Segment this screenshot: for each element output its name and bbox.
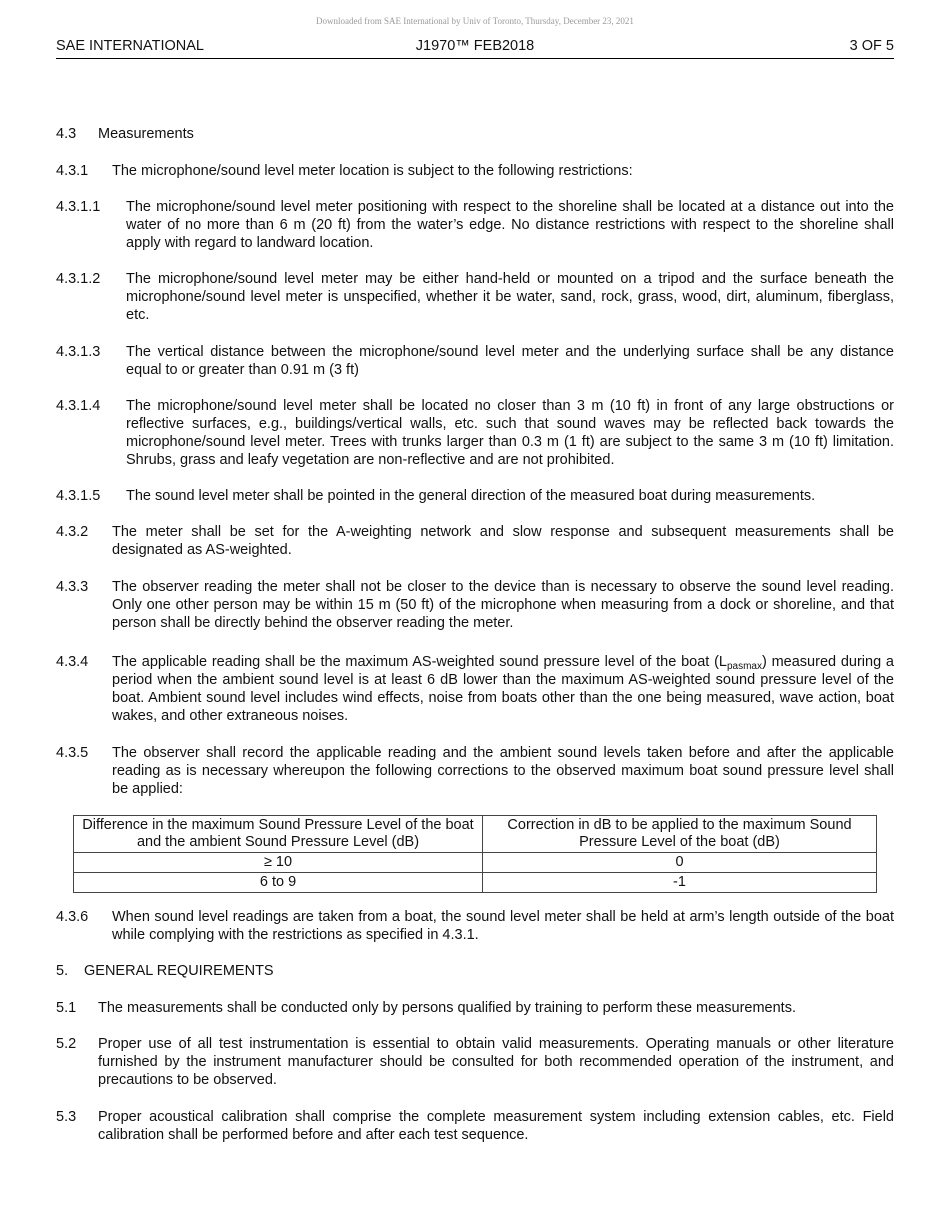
table-header-cell: Difference in the maximum Sound Pressure Level of the boat and the ambient Sound Pressure Level (dB) (74, 816, 483, 853)
paragraph-text: The microphone/sound level meter may be either hand-held or mounted on a tripod and the surface beneath the microphone/sound level meter is unspecified, whether it be water, sand, rock, grass, wood, dirt, aluminum, fiberglass, etc. (126, 271, 894, 323)
table-header-cell: Correction in dB to be applied to the maximum Sound Pressure Level of the boat (dB) (483, 816, 877, 853)
paragraph-number: 4.3.1.5 (56, 488, 101, 504)
paragraph-4-3-1-3 (56, 343, 894, 379)
paragraph-number: 4.3.1.2 (56, 271, 101, 287)
section-number: 4.3 (56, 126, 77, 142)
paragraph-number: 4.3.1.1 (56, 199, 101, 215)
paragraph-4-3-1-1 (56, 198, 894, 252)
correction-table (73, 815, 877, 893)
paragraph-text: The observer shall record the applicable reading and the ambient sound levels taken before and after the applicable reading as is necessary whereupon the following corrections to the observed maximum boat sound pressure level shall be applied: (112, 745, 894, 797)
paragraph-text: Proper acoustical calibration shall comprise the complete measurement system including extension cables, etc. Field calibration shall be performed before and after each test sequence. (98, 1109, 894, 1143)
paragraph-text: The sound level meter shall be pointed in the general direction of the measured boat during measurements. (126, 488, 816, 504)
paragraph-text: Proper use of all test instrumentation is essential to obtain valid measurements. Operating manuals or other literature furnished by the instrument manufacturer should be consulted for both recommended operation of the instrument, and precautions to be observed. (98, 1036, 894, 1088)
paragraph-number: 4.3.3 (56, 579, 89, 595)
section-5 (56, 962, 894, 980)
page-header (56, 38, 894, 59)
paragraph-5-1 (56, 999, 894, 1017)
table-row (74, 873, 877, 893)
paragraph-number: 5.3 (56, 1109, 77, 1125)
paragraph-number: 4.3.5 (56, 745, 89, 761)
paragraph-4-3-1 (56, 162, 894, 180)
subscript: pasmax (726, 661, 762, 672)
paragraph-text: The microphone/sound level meter location is subject to the following restrictions: (112, 163, 633, 179)
section-title: Measurements (98, 126, 194, 142)
paragraph-number: 5.2 (56, 1036, 77, 1052)
table-cell: 6 to 9 (74, 873, 483, 893)
table-cell: -1 (483, 873, 877, 893)
table-cell: ≥ 10 (74, 853, 483, 873)
paragraph-text: The meter shall be set for the A-weighting network and slow response and subsequent measurements shall be designated as AS-weighted. (112, 524, 894, 558)
text-part: ) measured during a period when the ambient sound level is at least 6 dB lower than the maximum AS-weighted sound pressure level of the boat. Ambient sound level includes wind effects, noise from boats other than the one being measured, wave action, boat wakes, and other extraneous noises. (112, 654, 894, 724)
paragraph-text (112, 653, 894, 725)
table-cell: 0 (483, 853, 877, 873)
paragraph-number: 5.1 (56, 1000, 77, 1016)
paragraph-number: 4.3.4 (56, 654, 89, 670)
paragraph-4-3-2 (56, 523, 894, 559)
paragraph-4-3-6 (56, 908, 894, 944)
table-row (74, 853, 877, 873)
paragraph-number: 4.3.1.4 (56, 398, 101, 414)
section-title: GENERAL REQUIREMENTS (84, 963, 274, 979)
paragraph-4-3-5 (56, 744, 894, 798)
paragraph-text: The microphone/sound level meter shall be located no closer than 3 m (10 ft) in front of any large obstructions or reflective surfaces, e.g., buildings/vertical walls, etc. such that sound waves may be reflected back towards the microphone/sound level meter. Trees with trunks larger than 0.3 m (1 ft) are subject to the same 3 m (10 ft) limitation. Shrubs, grass and leafy vegetation are non-reflective and are not prohibited. (126, 398, 894, 468)
header-page-number: 3 OF 5 (849, 38, 894, 54)
section-number: 5. (56, 963, 69, 979)
paragraph-text: The microphone/sound level meter positioning with respect to the shoreline shall be located at a distance out into the water of no more than 6 m (20 ft) from the water’s edge. No distance restrictions with respect to the shoreline shall apply with regard to landward location. (126, 199, 894, 251)
paragraph-4-3-1-5 (56, 487, 894, 505)
paragraph-number: 4.3.6 (56, 909, 89, 925)
paragraph-5-3 (56, 1108, 894, 1144)
paragraph-text: The vertical distance between the microphone/sound level meter and the underlying surface shall be any distance equal to or greater than 0.91 m (3 ft) (126, 344, 894, 378)
paragraph-4-3-1-4 (56, 397, 894, 469)
table-header-row (74, 816, 877, 853)
text-part: The applicable reading shall be the maximum AS-weighted sound pressure level of the boat (L (112, 654, 727, 670)
paragraph-text: The observer reading the meter shall not be closer to the device than is necessary to observe the sound level reading. Only one other person may be within 15 m (50 ft) of the microphone when measuring from a dock or shoreline, and that person shall be directly behind the observer reading the meter. (112, 579, 894, 631)
paragraph-text: The measurements shall be conducted only by persons qualified by training to perform these measurements. (98, 1000, 796, 1016)
paragraph-number: 4.3.1.3 (56, 344, 101, 360)
paragraph-4-3-1-2 (56, 270, 894, 324)
paragraph-number: 4.3.1 (56, 163, 89, 179)
paragraph-text: When sound level readings are taken from a boat, the sound level meter shall be held at arm’s length outside of the boat while complying with the restrictions as specified in 4.3.1. (112, 909, 894, 943)
header-document-id: J1970™ FEB2018 (415, 38, 535, 54)
paragraph-number: 4.3.2 (56, 524, 89, 540)
download-watermark: Downloaded from SAE International by Univ of Toronto, Thursday, December 23, 2021 (316, 16, 634, 26)
paragraph-4-3-3 (56, 578, 894, 632)
section-4-3 (56, 125, 894, 143)
header-organization: SAE INTERNATIONAL (56, 38, 204, 54)
paragraph-4-3-4 (56, 653, 894, 725)
paragraph-5-2 (56, 1035, 894, 1089)
